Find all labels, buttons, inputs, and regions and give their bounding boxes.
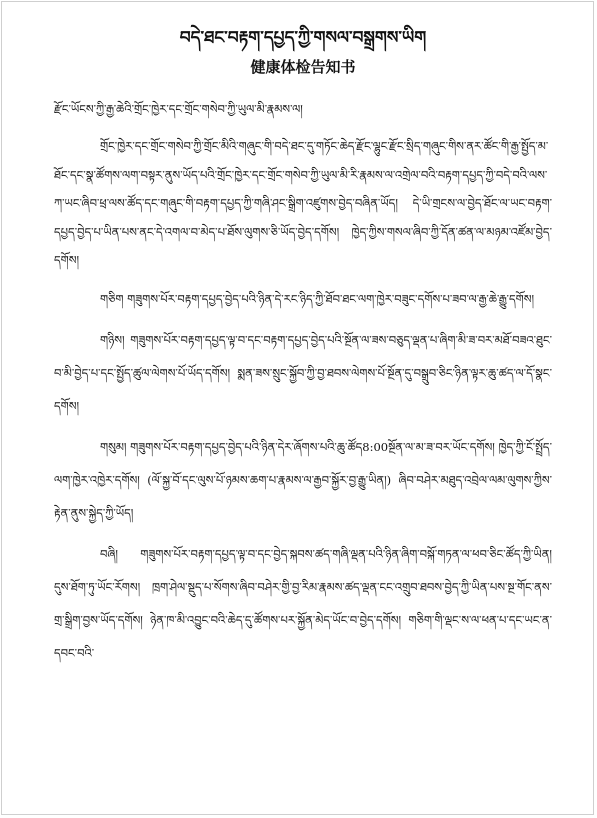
document-body — [54, 24, 552, 678]
notice-item-4: བཞི། གཟུགས་པོར་བརྟག་དཔྱད་ལྟ་བ་དང་བྱེད་སྐབས་ཚད་གཞི་ལྡན་པའི་ཉིན་ཞིག་བསྐོ་གཏན་ལ་ཕབ་ཅིང་ཚོད་ཀྱི་ཡིན། དུས་ཐོག་ཏུ་ཡོང་རོགས། ཁྲག་ཤེལ་སྡུད་པ་སོགས་ཞིབ་བཤེར་གྱི་བྱ་རིམ་རྣམས་ཚད་ལྡན་ངང་འགྲུབ་ཐབས་བྱེད་ཀྱི་ཡིན་པས་སྔ་གོང་ནས་གྲ་སྒྲིག་བྱས་ཡོད་དགོས། ཉེན་ཁ་མི་འབྱུང་བའི་ཆེད་དུ་ཚོགས་པར་སྐྱོན་མེད་ཡོང་བ་བྱེད་དགོས། གཅིག་གི་ལྡང་ས་ལ་ཕན་པ་དང་ཡང་ན་དབང་བའི་ — [54, 546, 552, 660]
notice-item-3: གསུམ། གཟུགས་པོར་བརྟག་དཔྱད་བྱེད་པའི་ཉིན་དེར་ཞོགས་པའི་ཆུ་ཚོད8:00སྔོན་ལ་མ་ཟ་བར་ཡོང་དགོས། ཁྱེད་ཀྱི་ངོ་སྤྲོད་ལག་ཁྱེར་འཁྱེར་དགོས། (ལོ་སྐྱ་བོ་དང་ལུས་པོ་ཉམས་ཆག་པ་རྣམས་ལ་རྒྱབ་སྐྱོར་བྱ་རྒྱུ་ཡིན།) ཞིབ་བཤེར་མཐུད་འབྲེལ་ལམ་ལུགས་ཀྱིས་རྟེན་ནུས་སྐྱེད་ཀྱི་ཡོད། — [54, 439, 552, 520]
document-title-chinese: 健康体检告知书 — [250, 58, 356, 76]
intro-paragraph: གྲོང་ཁྱེར་དང་གྲོང་གསེབ་ཀྱི་གྲོང་མིའི་གཞུང་གི་བདེ་ཐང་དུ་གཏོང་ཆེད་རྫོང་ལྷུང་རྫོང་སྲིད་གཞུང་གིས་ནར་ཚོང་གི་རྒྱ་སྤྱོད་མ་ཐོང་དང་སྣ་ཚོགས་ལག་བསྟར་ནུས་ཡོད་པའི་གྲོང་ཁྱེར་དང་གྲོང་གསེབ་ཀྱི་ཡུལ་མི་རི་རྣམས་ལ་འགྲེལ་བའི་བརྟག་དཔྱད་ཀྱི་བདེ་བའི་ལས་ཀ་ཡང་ཞིབ་ཕྲ་ལས་ཚོད་དང་གཞུང་གི་བརྟག་དཔྱད་ཀྱི་གཞི་ཤང་སྒྲིག་འཛུགས་བྱེད་བཞིན་ཡོད། དེ་ཡི་གྲངས་ལ་བྱེད་ཐོང་ལ་ཡང་བརྟག་དཔྱད་བྱེད་པ་ཡིན་པས་ནང་དེ་འགལ་བ་མེད་པ་ཐོས་ལུགས་ཅི་ཡོད་བྱེད་དགོས། ཁྱེད་ཀྱིས་གསལ་ཞིབ་ཀྱི་དོན་ཚན་ལ་མཉམ་འཛོམ་བྱེད་དགོས། — [54, 139, 552, 267]
document-title-tibetan: བདེ་ཐང་བརྟག་དཔྱད་ཀྱི་གསལ་བསྒྲགས་ཡིག — [179, 28, 427, 48]
notice-item-1: གཅིག གཟུགས་པོར་བརྟག་དཔྱད་བྱེད་པའི་ཉིན་དེ་རང་ཉིད་ཀྱི་ཐོབ་ཐང་ལག་ཁྱེར་བཟུང་དགོས་པ་ཟབ་ལ་རྒྱ་ཆེ་རྒྱུ་དགོས། — [100, 291, 535, 306]
salutation: རྫོང་ཡོངས་ཀྱི་རྒྱ་ཆེའི་གྲོང་ཁྱེར་དང་གྲོང་གསེབ་ཀྱི་ཡུལ་མི་རྣམས་ལ། — [54, 102, 303, 116]
notice-item-2: གཉིས། གཟུགས་པོར་བརྟག་དཔྱད་ལྟ་བ་དང་བརྟག་དཔྱད་བྱེད་པའི་སྔོན་ལ་ཟས་བཅུད་ལྡན་པ་ཞིག་མི་ཟ་བར་མཐོ་བཟའ་ཐུང་བ་མི་བྱེད་པ་དང་སྤྱོད་ཚུལ་ལེགས་པོ་ཡོད་དགོས། སྨན་ཟས་སྲུང་སྐྱོབ་ཀྱི་བྱ་ཐབས་ལེགས་པོ་སྔོན་དུ་བསྒྲུབ་ཅིང་ཉིན་ལྟར་ཆུ་ཚད་ལ་དོ་སྣང་དགོས། — [54, 332, 552, 413]
document-page — [1, 1, 594, 815]
